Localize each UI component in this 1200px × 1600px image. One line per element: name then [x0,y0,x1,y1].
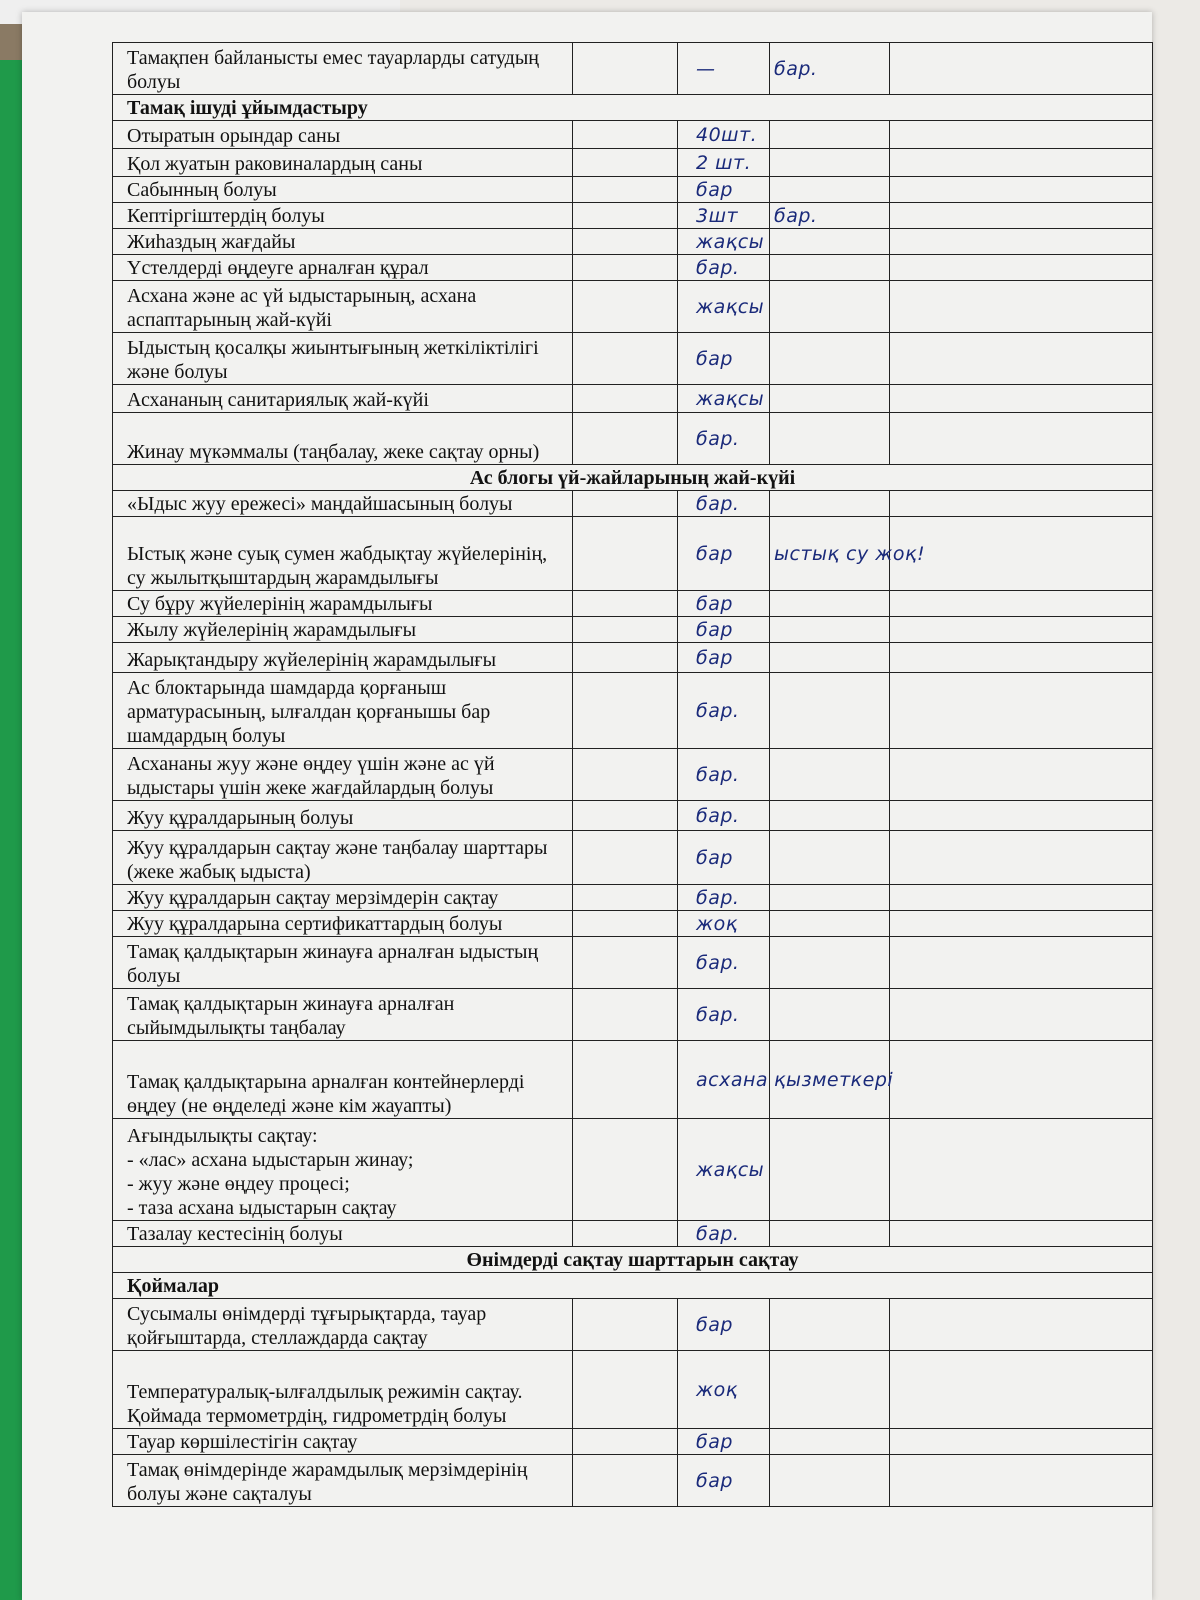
table-row [113,203,1153,229]
subsection-heading: Қоймалар [113,1273,1153,1299]
table-row [113,749,1153,801]
handwritten-value: бар [696,542,733,565]
criterion-label: Сабынның болуы [113,177,573,203]
note-cell [770,149,890,177]
note-cell [770,937,890,989]
empty-cell [890,885,1153,911]
criterion-label: Жуу құралдарын сақтау және таңбалау шарттары (жеке жабық ыдыста) [113,831,573,885]
empty-cell [573,43,678,95]
subsection-row [113,1273,1153,1299]
handwritten-value: бар [696,1430,733,1453]
document-sheet [22,12,1152,1600]
value-cell [678,149,770,177]
handwritten-value: бар. [696,256,740,279]
criterion-label: Отыратын орындар саны [113,121,573,149]
empty-cell [573,149,678,177]
empty-cell [573,121,678,149]
empty-cell [890,1119,1153,1221]
note-cell [770,749,890,801]
empty-cell [573,673,678,749]
empty-cell [890,255,1153,281]
criterion-label: Ыстық және суық сумен жабдықтау жүйелерінің, су жылытқыштардың жарамдылығы [113,517,573,591]
value-cell [678,1429,770,1455]
handwritten-value: бар. [696,951,740,974]
criterion-label: Ас блоктарында шамдарда қорғаныш арматурасының, ылғалдан қорғанышы бар шамдардың болуы [113,673,573,749]
empty-cell [890,801,1153,831]
value-cell [678,1221,770,1247]
empty-cell [573,1455,678,1507]
table-row [113,643,1153,673]
empty-cell [573,203,678,229]
value-cell [678,617,770,643]
empty-cell [890,1351,1153,1429]
handwritten-value: бар [696,1469,733,1492]
note-cell [770,281,890,333]
empty-cell [573,749,678,801]
empty-cell [573,937,678,989]
handwritten-value: бар [696,347,733,370]
criterion-label: Тамақ қалдықтарын жинауға арналған ыдыстың болуы [113,937,573,989]
criterion-label: Тазалау кестесінің болуы [113,1221,573,1247]
handwritten-value: бар. [696,886,740,909]
note-cell [770,673,890,749]
table-row [113,255,1153,281]
handwritten-value: бар. [696,763,740,786]
table-row [113,177,1153,203]
handwritten-value: бар [696,178,733,201]
value-cell [678,1299,770,1351]
note-cell [770,1221,890,1247]
table-row [113,617,1153,643]
criterion-label: Үстелдерді өңдеуге арналған құрал [113,255,573,281]
handwritten-value: бар. [696,699,740,722]
handwritten-note: қызметкері [774,1068,894,1091]
note-cell [770,643,890,673]
table-row [113,121,1153,149]
note-cell [770,43,890,95]
handwritten-value: жоқ [696,1378,738,1401]
criterion-label: Тауар көршілестігін сақтау [113,1429,573,1455]
section-row [113,465,1153,491]
table-row [113,1119,1153,1221]
empty-cell [890,1299,1153,1351]
note-cell [770,333,890,385]
table-row [113,149,1153,177]
table-row [113,989,1153,1041]
value-cell [678,911,770,937]
note-cell [770,203,890,229]
handwritten-value: 2 шт. [696,151,752,174]
table-row [113,1351,1153,1429]
note-cell [770,229,890,255]
table-row [113,937,1153,989]
note-cell [770,1351,890,1429]
note-cell [770,1455,890,1507]
note-cell [770,491,890,517]
table-row [113,43,1153,95]
note-cell [770,591,890,617]
value-cell [678,413,770,465]
empty-cell [890,281,1153,333]
handwritten-value: жақсы [696,230,765,253]
section-heading: Ас блогы үй-жайларының жай-күйі [113,465,1153,491]
value-cell [678,1119,770,1221]
criterion-label: Асхана және ас үй ыдыстарының, асхана аспаптарының жай-күйі [113,281,573,333]
empty-cell [890,491,1153,517]
handwritten-value: бар. [696,492,740,515]
empty-cell [890,617,1153,643]
handwritten-value: бар. [696,427,740,450]
criterion-label: Ағындылықты сақтау: - «лас» асхана ыдыстарын жинау; - жуу және өңдеу процесі; - таза асхана ыдыстарын сақтау [113,1119,573,1221]
handwritten-value: 40шт. [696,123,758,146]
table-row [113,1455,1153,1507]
criterion-label: Қол жуатын раковиналардың саны [113,149,573,177]
handwritten-value: бар [696,646,733,669]
handwritten-value: бар [696,1313,733,1336]
criterion-label: Сусымалы өнімдерді тұғырықтарда, тауар қойғыштарда, стеллаждарда сақтау [113,1299,573,1351]
empty-cell [573,413,678,465]
note-cell [770,617,890,643]
empty-cell [890,1221,1153,1247]
empty-cell [573,491,678,517]
empty-cell [573,1351,678,1429]
subsection-heading: Тамақ ішуді ұйымдастыру [113,95,1153,121]
empty-cell [573,911,678,937]
empty-cell [890,1455,1153,1507]
empty-cell [573,617,678,643]
handwritten-value: жақсы [696,387,765,410]
note-cell [770,1041,894,1119]
table-row [113,333,1153,385]
handwritten-value: бар [696,592,733,615]
criterion-label: Су бұру жүйелерінің жарамдылығы [113,591,573,617]
value-cell [678,591,770,617]
criterion-label: Жуу құралдарына сертификаттардың болуы [113,911,573,937]
table-row [113,885,1153,911]
empty-cell [890,385,1153,413]
handwritten-value: асхана [696,1068,769,1091]
criterion-label: Асхананы жуу және өңдеу үшін және ас үй ыдыстары үшін жеке жағдайлардың болуы [113,749,573,801]
inspection-table [112,42,1153,1507]
value-cell [678,255,770,281]
table-row [113,229,1153,255]
empty-cell [573,1299,678,1351]
handwritten-value: бар. [696,1222,740,1245]
note-cell [770,385,890,413]
value-cell [678,1351,770,1429]
table-row [113,831,1153,885]
empty-cell [890,831,1153,885]
handwritten-value: бар [696,846,733,869]
table-row [113,385,1153,413]
value-cell [678,1455,770,1507]
handwritten-value: жоқ [696,912,738,935]
empty-cell [890,643,1153,673]
value-cell [678,1041,770,1119]
value-cell [678,333,770,385]
criterion-label: Жуу құралдарының болуы [113,801,573,831]
criterion-label: Ыдыстың қосалқы жиынтығының жеткіліктілігі және болуы [113,333,573,385]
handwritten-note: бар. [774,57,818,80]
empty-cell [573,1119,678,1221]
empty-cell [573,989,678,1041]
criterion-label: Тамақ өнімдерінде жарамдылық мерзімдерінің болуы және сақталуы [113,1455,573,1507]
handwritten-value: бар. [696,804,740,827]
value-cell [678,281,770,333]
value-cell [678,517,770,591]
criterion-label: Жуу құралдарын сақтау мерзімдерін сақтау [113,885,573,911]
table-row [113,1299,1153,1351]
table-row [113,1041,1153,1119]
empty-cell [890,43,1153,95]
note-cell [770,1429,890,1455]
table-row [113,591,1153,617]
empty-cell [890,911,1153,937]
note-cell [770,989,890,1041]
table-row [113,413,1153,465]
subsection-row [113,95,1153,121]
table-row [113,911,1153,937]
note-cell [770,413,890,465]
criterion-label: «Ыдыс жуу ережесі» маңдайшасының болуы [113,491,573,517]
value-cell [678,989,770,1041]
table-row [113,1429,1153,1455]
value-cell [678,43,770,95]
table-row [113,673,1153,749]
value-cell [678,749,770,801]
empty-cell [573,1221,678,1247]
table-row [113,517,1153,591]
note-cell [770,121,890,149]
empty-cell [573,385,678,413]
empty-cell [890,591,1153,617]
note-cell [770,885,890,911]
empty-cell [890,673,1153,749]
value-cell [678,801,770,831]
empty-cell [573,1429,678,1455]
empty-cell [573,255,678,281]
criterion-label: Асхананың санитариялық жай-күйі [113,385,573,413]
criterion-label: Жарықтандыру жүйелерінің жарамдылығы [113,643,573,673]
criterion-label: Кептіргіштердің болуы [113,203,573,229]
handwritten-value: 3шт [696,204,739,227]
empty-cell [890,1429,1153,1455]
empty-cell [890,229,1153,255]
empty-cell [890,333,1153,385]
note-cell [770,831,890,885]
empty-cell [573,281,678,333]
empty-cell [890,749,1153,801]
empty-cell [573,333,678,385]
value-cell [678,491,770,517]
section-row [113,1247,1153,1273]
empty-cell [573,591,678,617]
note-cell [770,801,890,831]
empty-cell [890,203,1153,229]
empty-cell [573,643,678,673]
empty-cell [890,1041,1153,1119]
value-cell [678,643,770,673]
note-cell [770,517,926,591]
empty-cell [573,229,678,255]
value-cell [678,937,770,989]
note-cell [770,177,890,203]
empty-cell [573,885,678,911]
empty-cell [573,831,678,885]
criterion-label: Тамақ қалдықтарын жинауға арналған сыйымдылықты таңбалау [113,989,573,1041]
empty-cell [573,1041,678,1119]
empty-cell [890,177,1153,203]
table-row [113,1221,1153,1247]
empty-cell [573,177,678,203]
criterion-label: Температуралық-ылғалдылық режимін сақтау. Қоймада термометрдің, гидрометрдің болуы [113,1351,573,1429]
table-row [113,281,1153,333]
value-cell [678,229,770,255]
note-cell [770,911,890,937]
value-cell [678,831,770,885]
handwritten-value: жақсы [696,295,765,318]
criterion-label: Жинау мүкәммалы (таңбалау, жеке сақтау орны) [113,413,573,465]
handwritten-note: ыстық су жоқ! [774,542,926,565]
handwritten-value: бар. [696,1003,740,1026]
empty-cell [890,413,1153,465]
handwritten-value: — [696,57,716,80]
note-cell [770,255,890,281]
value-cell [678,203,770,229]
empty-cell [890,517,1153,591]
criterion-label: Тамақпен байланысты емес тауарларды сатудың болуы [113,43,573,95]
table-row [113,491,1153,517]
value-cell [678,121,770,149]
note-cell [770,1299,890,1351]
criterion-label: Жиһаздың жағдайы [113,229,573,255]
handwritten-value: жақсы [696,1158,765,1181]
empty-cell [890,989,1153,1041]
value-cell [678,177,770,203]
value-cell [678,885,770,911]
empty-cell [573,801,678,831]
section-heading: Өнімдерді сақтау шарттарын сақтау [113,1247,1153,1273]
handwritten-value: бар [696,618,733,641]
value-cell [678,673,770,749]
empty-cell [890,937,1153,989]
criterion-label: Жылу жүйелерінің жарамдылығы [113,617,573,643]
note-cell [770,1119,890,1221]
criterion-label: Тамақ қалдықтарына арналған контейнерлерді өңдеу (не өңделеді және кім жауапты) [113,1041,573,1119]
empty-cell [890,149,1153,177]
table-row [113,801,1153,831]
value-cell [678,385,770,413]
handwritten-note: бар. [774,204,818,227]
empty-cell [573,517,678,591]
empty-cell [890,121,1153,149]
